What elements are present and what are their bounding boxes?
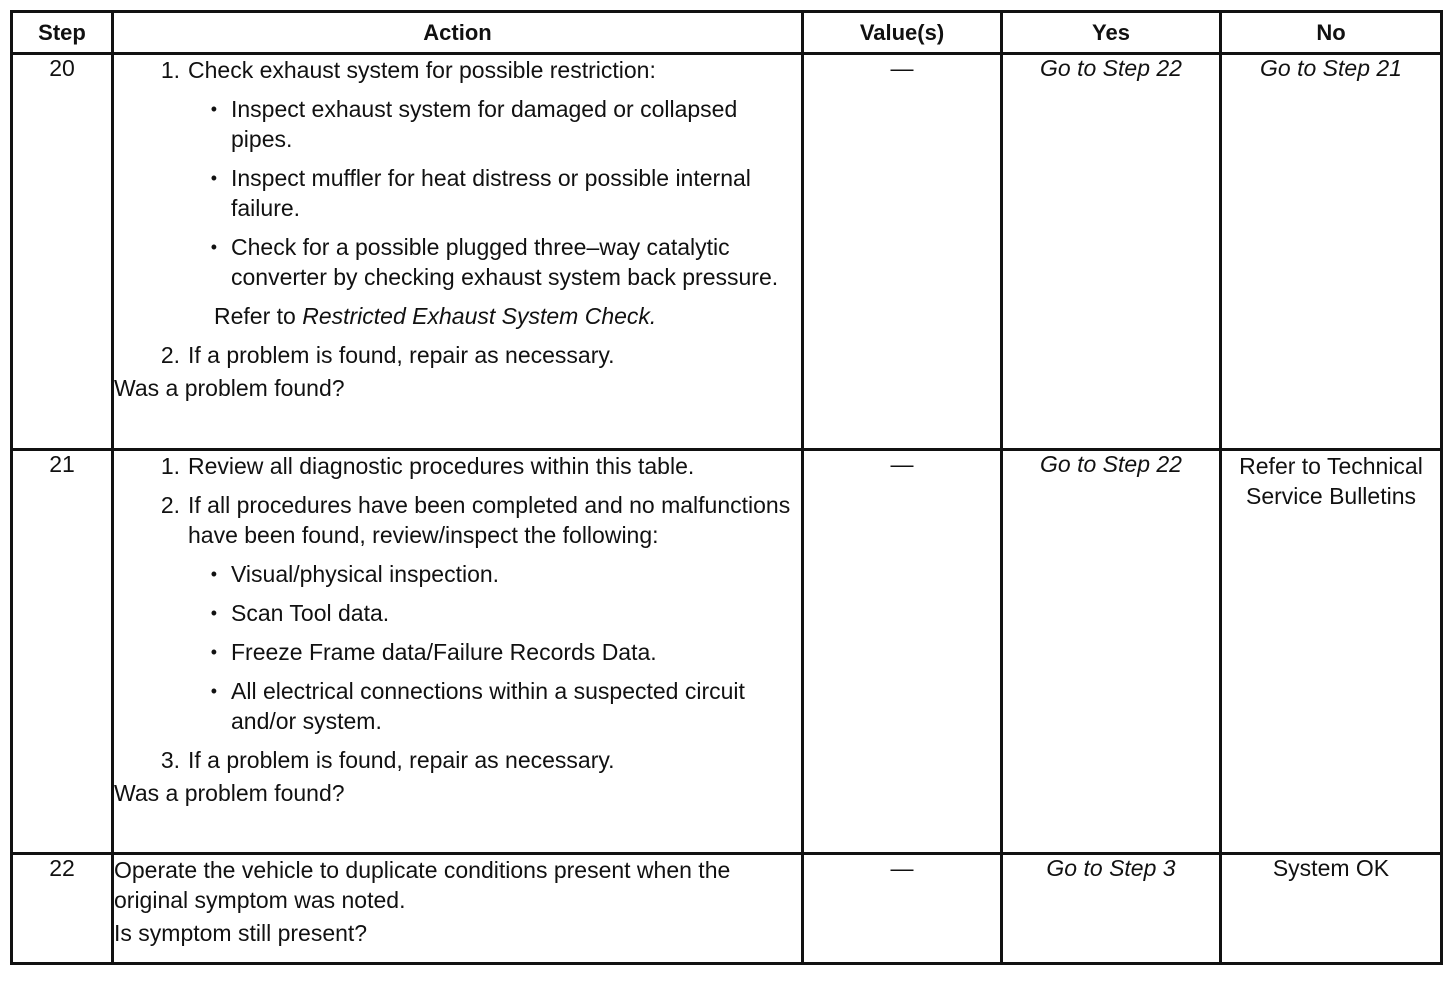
no-goto-link[interactable]: Go to Step 21: [1260, 55, 1402, 81]
action-bullet: [114, 676, 801, 736]
refer-line: [114, 301, 801, 331]
header-no: No: [1221, 12, 1442, 54]
action-item: 1. Check exhaust system for possible restriction:: [114, 55, 801, 85]
bullet-text: Freeze Frame data/Failure Records Data.: [231, 639, 657, 665]
header-yes: Yes: [1002, 12, 1221, 54]
yes-goto-link[interactable]: Go to Step 3: [1046, 855, 1176, 881]
yes-cell: [1002, 854, 1221, 964]
header-action: Action: [113, 12, 803, 54]
action-bullet: [114, 232, 801, 292]
action-text: Operate the vehicle to duplicate conditions present when the original symptom was noted.: [114, 857, 731, 913]
value-cell: —: [803, 54, 1002, 450]
action-item-text: If a problem is found, repair as necessary.: [188, 747, 615, 773]
refer-link: Restricted Exhaust System Check.: [302, 303, 657, 329]
action-bullet: [114, 559, 801, 589]
yes-goto-link[interactable]: Go to Step 22: [1040, 451, 1182, 477]
bullet-icon: •: [210, 681, 217, 701]
bullet-icon: •: [210, 99, 217, 119]
value-cell: —: [803, 450, 1002, 854]
action-item: 3. If a problem is found, repair as necessary.: [114, 745, 801, 775]
bullet-icon: •: [210, 603, 217, 623]
yes-cell: [1002, 54, 1221, 450]
yes-cell: [1002, 450, 1221, 854]
no-result-text: System OK: [1272, 855, 1390, 881]
action-item: 2. If all procedures have been completed and no malfunctions have been found, review/inspect the following:: [114, 490, 801, 550]
header-step: Step: [12, 12, 113, 54]
action-question: Was a problem found?: [114, 375, 345, 401]
action-bullet: [114, 598, 801, 628]
bullet-icon: •: [210, 564, 217, 584]
table-row-step-20: [12, 54, 1442, 450]
bullet-icon: •: [210, 237, 217, 257]
action-item: 1. Review all diagnostic procedures within this table.: [114, 451, 801, 481]
action-cell: [113, 854, 803, 964]
bullet-text: Inspect exhaust system for damaged or collapsed pipes.: [231, 96, 738, 152]
action-bullet: [114, 163, 801, 223]
bullet-text: Inspect muffler for heat distress or possible internal failure.: [231, 165, 751, 221]
diagnostic-table-sheet: [10, 10, 1443, 965]
bullet-text: Check for a possible plugged three–way catalytic converter by checking exhaust system back pressure.: [231, 234, 779, 290]
yes-goto-link[interactable]: Go to Step 22: [1040, 55, 1182, 81]
no-cell: [1221, 854, 1442, 964]
bullet-text: All electrical connections within a suspected circuit and/or system.: [231, 678, 745, 734]
action-item-text: If all procedures have been completed and no malfunctions have been found, review/inspect the following:: [188, 492, 791, 548]
bullet-icon: •: [210, 642, 217, 662]
no-cell: [1221, 54, 1442, 450]
action-cell: [113, 54, 803, 450]
action-bullet: [114, 637, 801, 667]
action-bullet: [114, 94, 801, 154]
action-question: Is symptom still present?: [114, 920, 368, 946]
no-cell: [1221, 450, 1442, 854]
bullet-icon: •: [210, 168, 217, 188]
action-item: 2. If a problem is found, repair as necessary.: [114, 340, 801, 370]
action-item-text: If a problem is found, repair as necessary.: [188, 342, 615, 368]
action-cell: [113, 450, 803, 854]
value-cell: —: [803, 854, 1002, 964]
action-item-text: Check exhaust system for possible restriction:: [188, 57, 656, 83]
table-row-step-21: [12, 450, 1442, 854]
table-row-step-22: [12, 854, 1442, 964]
step-number: 22: [12, 854, 113, 964]
step-number: 20: [12, 54, 113, 450]
bullet-text: Visual/physical inspection.: [231, 561, 500, 587]
action-item-text: Review all diagnostic procedures within this table.: [188, 453, 695, 479]
bullet-text: Scan Tool data.: [231, 600, 390, 626]
header-row: [12, 12, 1442, 54]
no-refer-tsb: Refer to Technical Service Bulletins: [1239, 453, 1423, 509]
header-values: Value(s): [803, 12, 1002, 54]
diagnostic-table: [10, 10, 1443, 965]
refer-prefix: Refer to: [214, 303, 303, 329]
step-number: 21: [12, 450, 113, 854]
action-question: Was a problem found?: [114, 780, 345, 806]
